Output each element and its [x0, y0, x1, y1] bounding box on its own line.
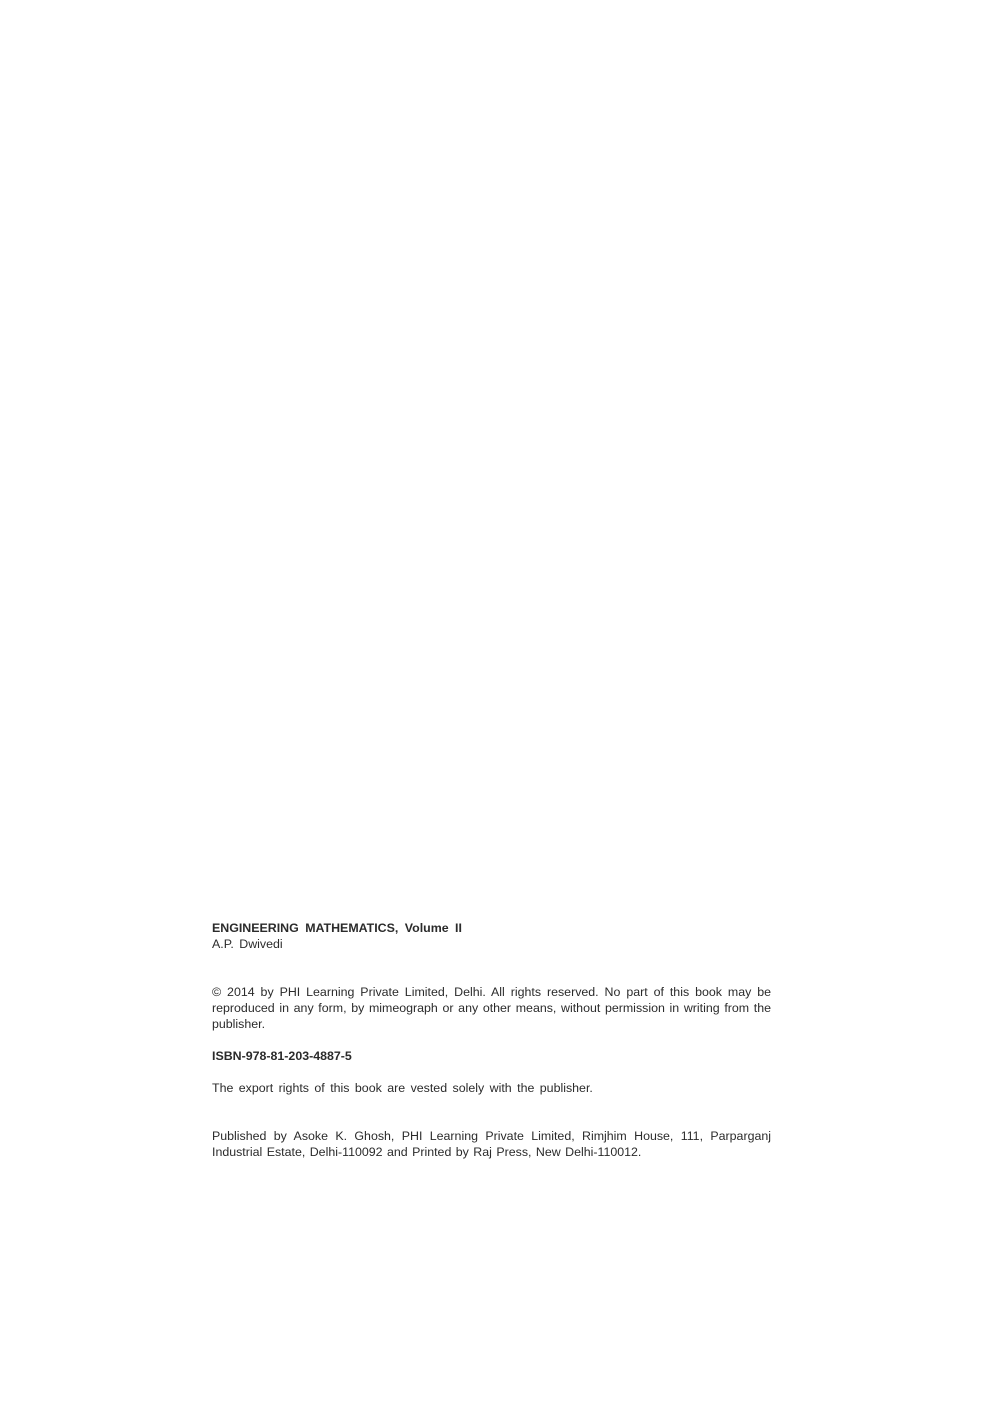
isbn: ISBN-978-81-203-4887-5 — [212, 1049, 352, 1063]
imprint-block — [212, 920, 771, 1160]
publisher-info: Published by Asoke K. Ghosh, PHI Learning Private Limited, Rimjhim House, 111, Parparganj Industrial Estate, Delhi-110092 and Printed by Raj Press, New Delhi-110012. — [212, 1129, 771, 1159]
book-title: ENGINEERING MATHEMATICS, Volume II — [212, 921, 462, 935]
copyright-notice: © 2014 by PHI Learning Private Limited, Delhi. All rights reserved. No part of this book may be reproduced in any form, by mimeograph or any other means, without permission in writing from the publisher. — [212, 985, 771, 1031]
export-rights-notice: The export rights of this book are vested solely with the publisher. — [212, 1081, 593, 1095]
book-author: A.P. Dwivedi — [212, 937, 283, 951]
